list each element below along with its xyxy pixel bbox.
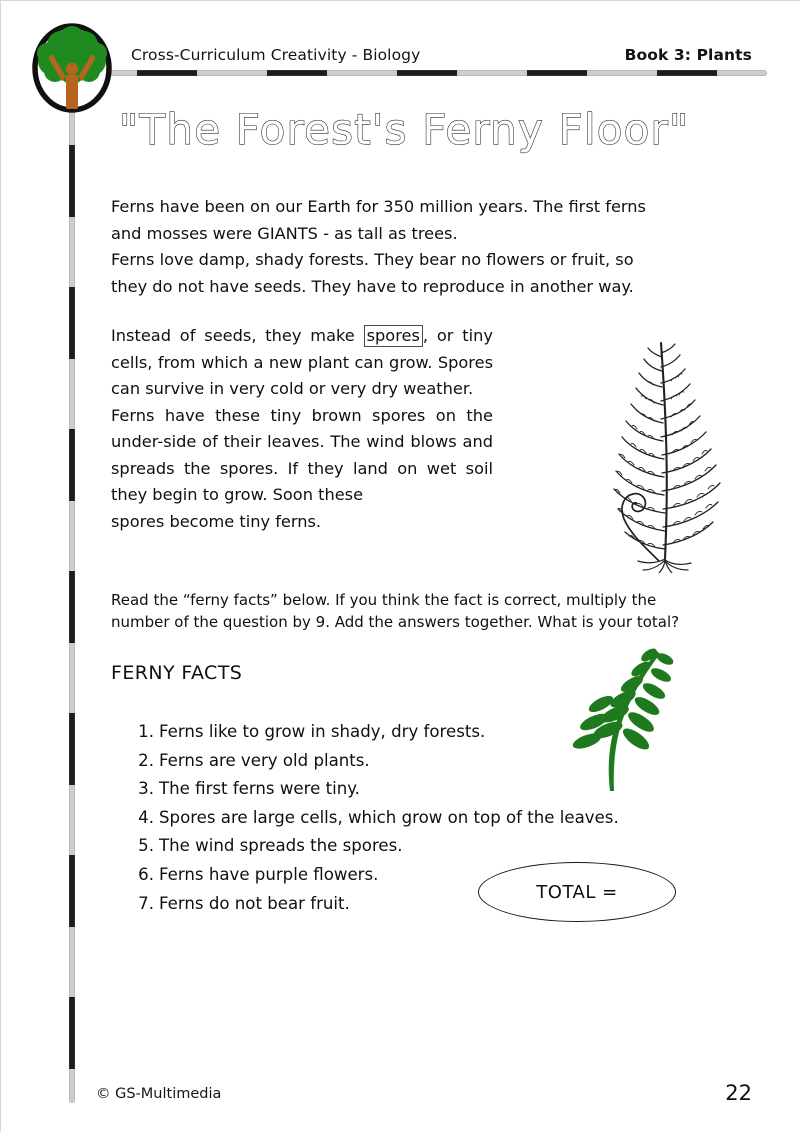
header-subject-label: Cross-Curriculum Creativity - Biology bbox=[131, 46, 421, 64]
green-fern-sprig-illustration bbox=[553, 643, 677, 791]
list-item-number: 6. bbox=[138, 864, 154, 884]
tree-person-logo bbox=[31, 23, 113, 118]
spores-paragraph bbox=[111, 323, 493, 535]
list-item-number: 7. bbox=[138, 893, 154, 913]
spores-paragraph-second bbox=[111, 403, 493, 509]
intro-line-4: they do not have seeds. They have to reproduce in another way. bbox=[111, 276, 634, 296]
spores-text-after: , or tiny cells, from which a new plant can grow. Spores can survive in very cold or very dry weather. bbox=[111, 326, 493, 398]
list-item-text: Ferns do not bear fruit. bbox=[159, 893, 350, 913]
list-item-number: 5. bbox=[138, 836, 154, 856]
list-item-text: Ferns are very old plants. bbox=[159, 750, 370, 770]
intro-line-2: and mosses were GIANTS - as tall as trees. bbox=[111, 223, 458, 243]
list-item-text: Spores are large cells, which grow on top of the leaves. bbox=[159, 807, 619, 827]
instruction-line-2: number of the question by 9. Add the answers together. What is your total? bbox=[111, 613, 680, 631]
spores-keyword-box: spores bbox=[364, 325, 423, 347]
list-item-text: The wind spreads the spores. bbox=[159, 836, 403, 856]
list-item-text: Ferns have purple flowers. bbox=[159, 864, 379, 884]
ferny-facts-heading: FERNY FACTS bbox=[111, 662, 243, 684]
list-item-number: 1. bbox=[138, 722, 154, 741]
header-book-label: Book 3: Plants bbox=[624, 46, 752, 64]
header-dashed-rule bbox=[67, 70, 767, 76]
spores-second-text: Ferns have these tiny brown spores on the under-side of their leaves. The wind blows and spreads the spores. If they land on wet soil they begin to grow. Soon these bbox=[111, 405, 493, 504]
fern-frond-illustration bbox=[587, 313, 747, 573]
spores-paragraph-first bbox=[111, 323, 493, 403]
list-item-text: The first ferns were tiny. bbox=[159, 779, 360, 799]
instruction-paragraph bbox=[111, 589, 729, 633]
spores-text-before: Instead of seeds, they make bbox=[111, 326, 364, 345]
total-label: TOTAL = bbox=[536, 881, 618, 903]
list-item-number: 3. bbox=[138, 779, 154, 799]
list-item-number: 4. bbox=[138, 807, 154, 827]
intro-line-3: Ferns love damp, shady forests. They bear no flowers or fruit, so bbox=[111, 250, 634, 269]
page-title: "The Forest's Ferny Floor" bbox=[119, 105, 690, 154]
instruction-line-1: Read the “ferny facts” below. If you think the fact is correct, multiply the bbox=[111, 591, 657, 609]
left-margin-dashed-rule bbox=[69, 75, 75, 1103]
list-item bbox=[132, 804, 692, 833]
intro-line-1: Ferns have been on our Earth for 350 million years. The first ferns bbox=[111, 197, 646, 216]
footer-page-number: 22 bbox=[725, 1081, 752, 1105]
spores-second-lastline-text: spores become tiny ferns. bbox=[111, 511, 322, 531]
total-answer-ellipse[interactable] bbox=[478, 862, 676, 922]
list-item bbox=[132, 832, 692, 861]
footer-copyright: © GS-Multimedia bbox=[96, 1086, 222, 1102]
spores-paragraph-second-lastline bbox=[111, 509, 493, 536]
list-item-text: Ferns like to grow in shady, dry forests. bbox=[159, 722, 486, 741]
intro-paragraph bbox=[111, 194, 731, 300]
list-item-number: 2. bbox=[138, 750, 154, 770]
